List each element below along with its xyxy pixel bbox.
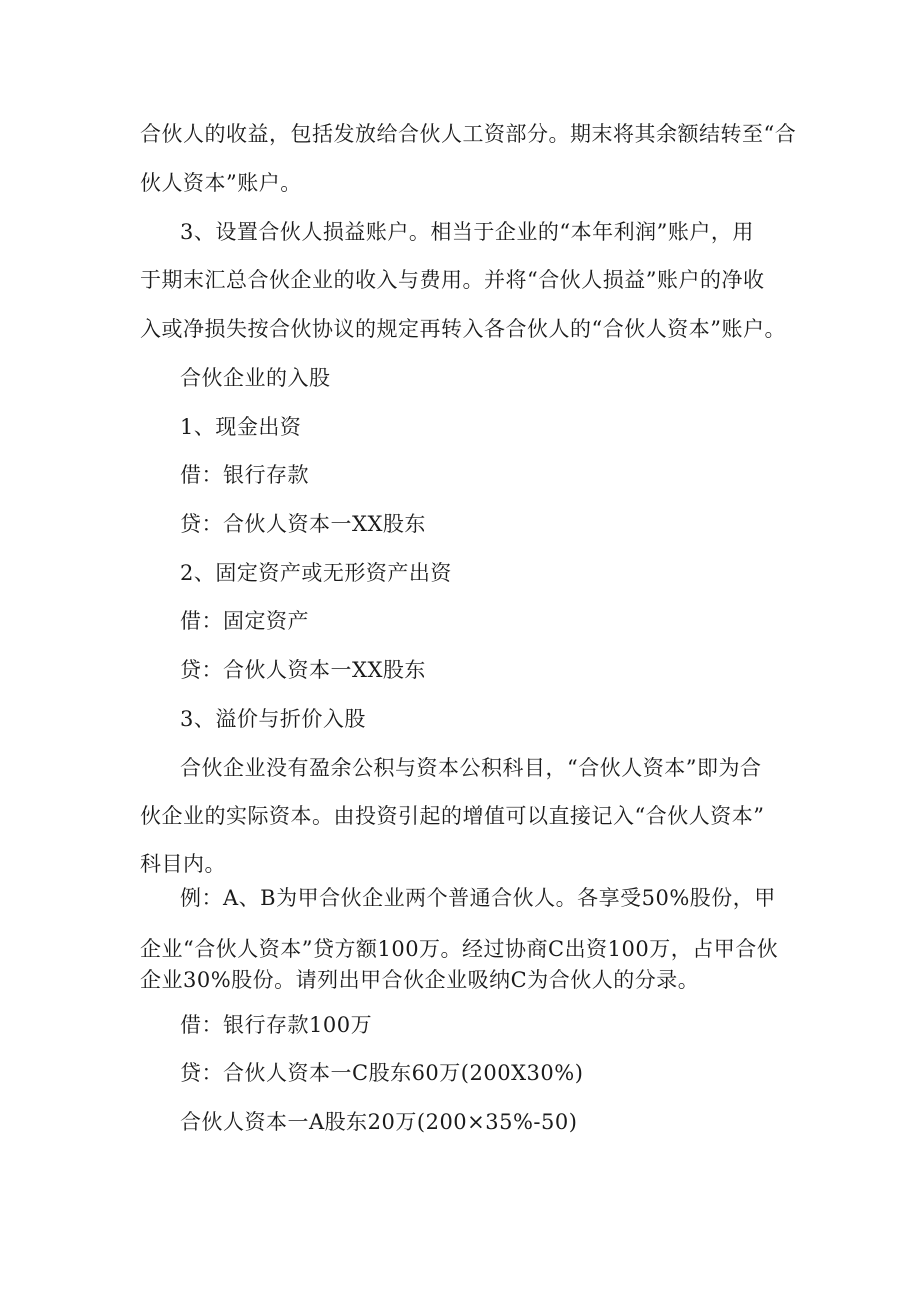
- item-heading-cash: 1、现金出资: [180, 415, 302, 439]
- paragraph-line-4: 于期末汇总合伙企业的收入与费用。并将“合伙人损益”账户的净收: [140, 268, 765, 292]
- paragraph-line-16: 科目内。: [140, 852, 226, 876]
- entry-debit-2: 借：固定资产: [180, 609, 309, 633]
- entry-credit-4: 合伙人资本一A股东20万(200×35%-50): [180, 1110, 578, 1134]
- example-line-3: 企业30%股份。请列出甲合伙企业吸纳C为合伙人的分录。: [140, 968, 700, 992]
- entry-credit-1: 贷：合伙人资本一XX股东: [180, 512, 426, 536]
- paragraph-line-15: 伙企业的实际资本。由投资引起的增值可以直接记入“合伙人资本”: [140, 804, 765, 828]
- example-line-2: 企业“合伙人资本”贷方额100万。经过协商C出资100万，占甲合伙: [140, 937, 779, 961]
- entry-credit-3: 贷：合伙人资本一C股东60万(200X30%): [180, 1061, 584, 1085]
- paragraph-line-3: 3、设置合伙人损益账户。相当于企业的“本年利润”账户，用: [180, 220, 754, 244]
- entry-debit-1: 借：银行存款: [180, 463, 309, 487]
- entry-credit-2: 贷：合伙人资本一XX股东: [180, 658, 426, 682]
- item-heading-assets: 2、固定资产或无形资产出资: [180, 561, 452, 585]
- paragraph-line-1: 合伙人的收益，包括发放给合伙人工资部分。期末将其余额结转至“合: [140, 122, 797, 146]
- paragraph-line-14: 合伙企业没有盈余公积与资本公积科目，“合伙人资本”即为合: [180, 756, 762, 780]
- entry-debit-3: 借：银行存款100万: [180, 1013, 373, 1037]
- example-line-1: 例：A、B为甲合伙企业两个普通合伙人。各享受50%股份，甲: [180, 886, 776, 910]
- section-heading: 合伙企业的入股: [180, 366, 331, 390]
- item-heading-premium: 3、溢价与折价入股: [180, 707, 366, 731]
- paragraph-line-2: 伙人资本”账户。: [140, 171, 302, 195]
- paragraph-line-5: 入或净损失按合伙协议的规定再转入各合伙人的“合伙人资本”账户。: [140, 317, 786, 341]
